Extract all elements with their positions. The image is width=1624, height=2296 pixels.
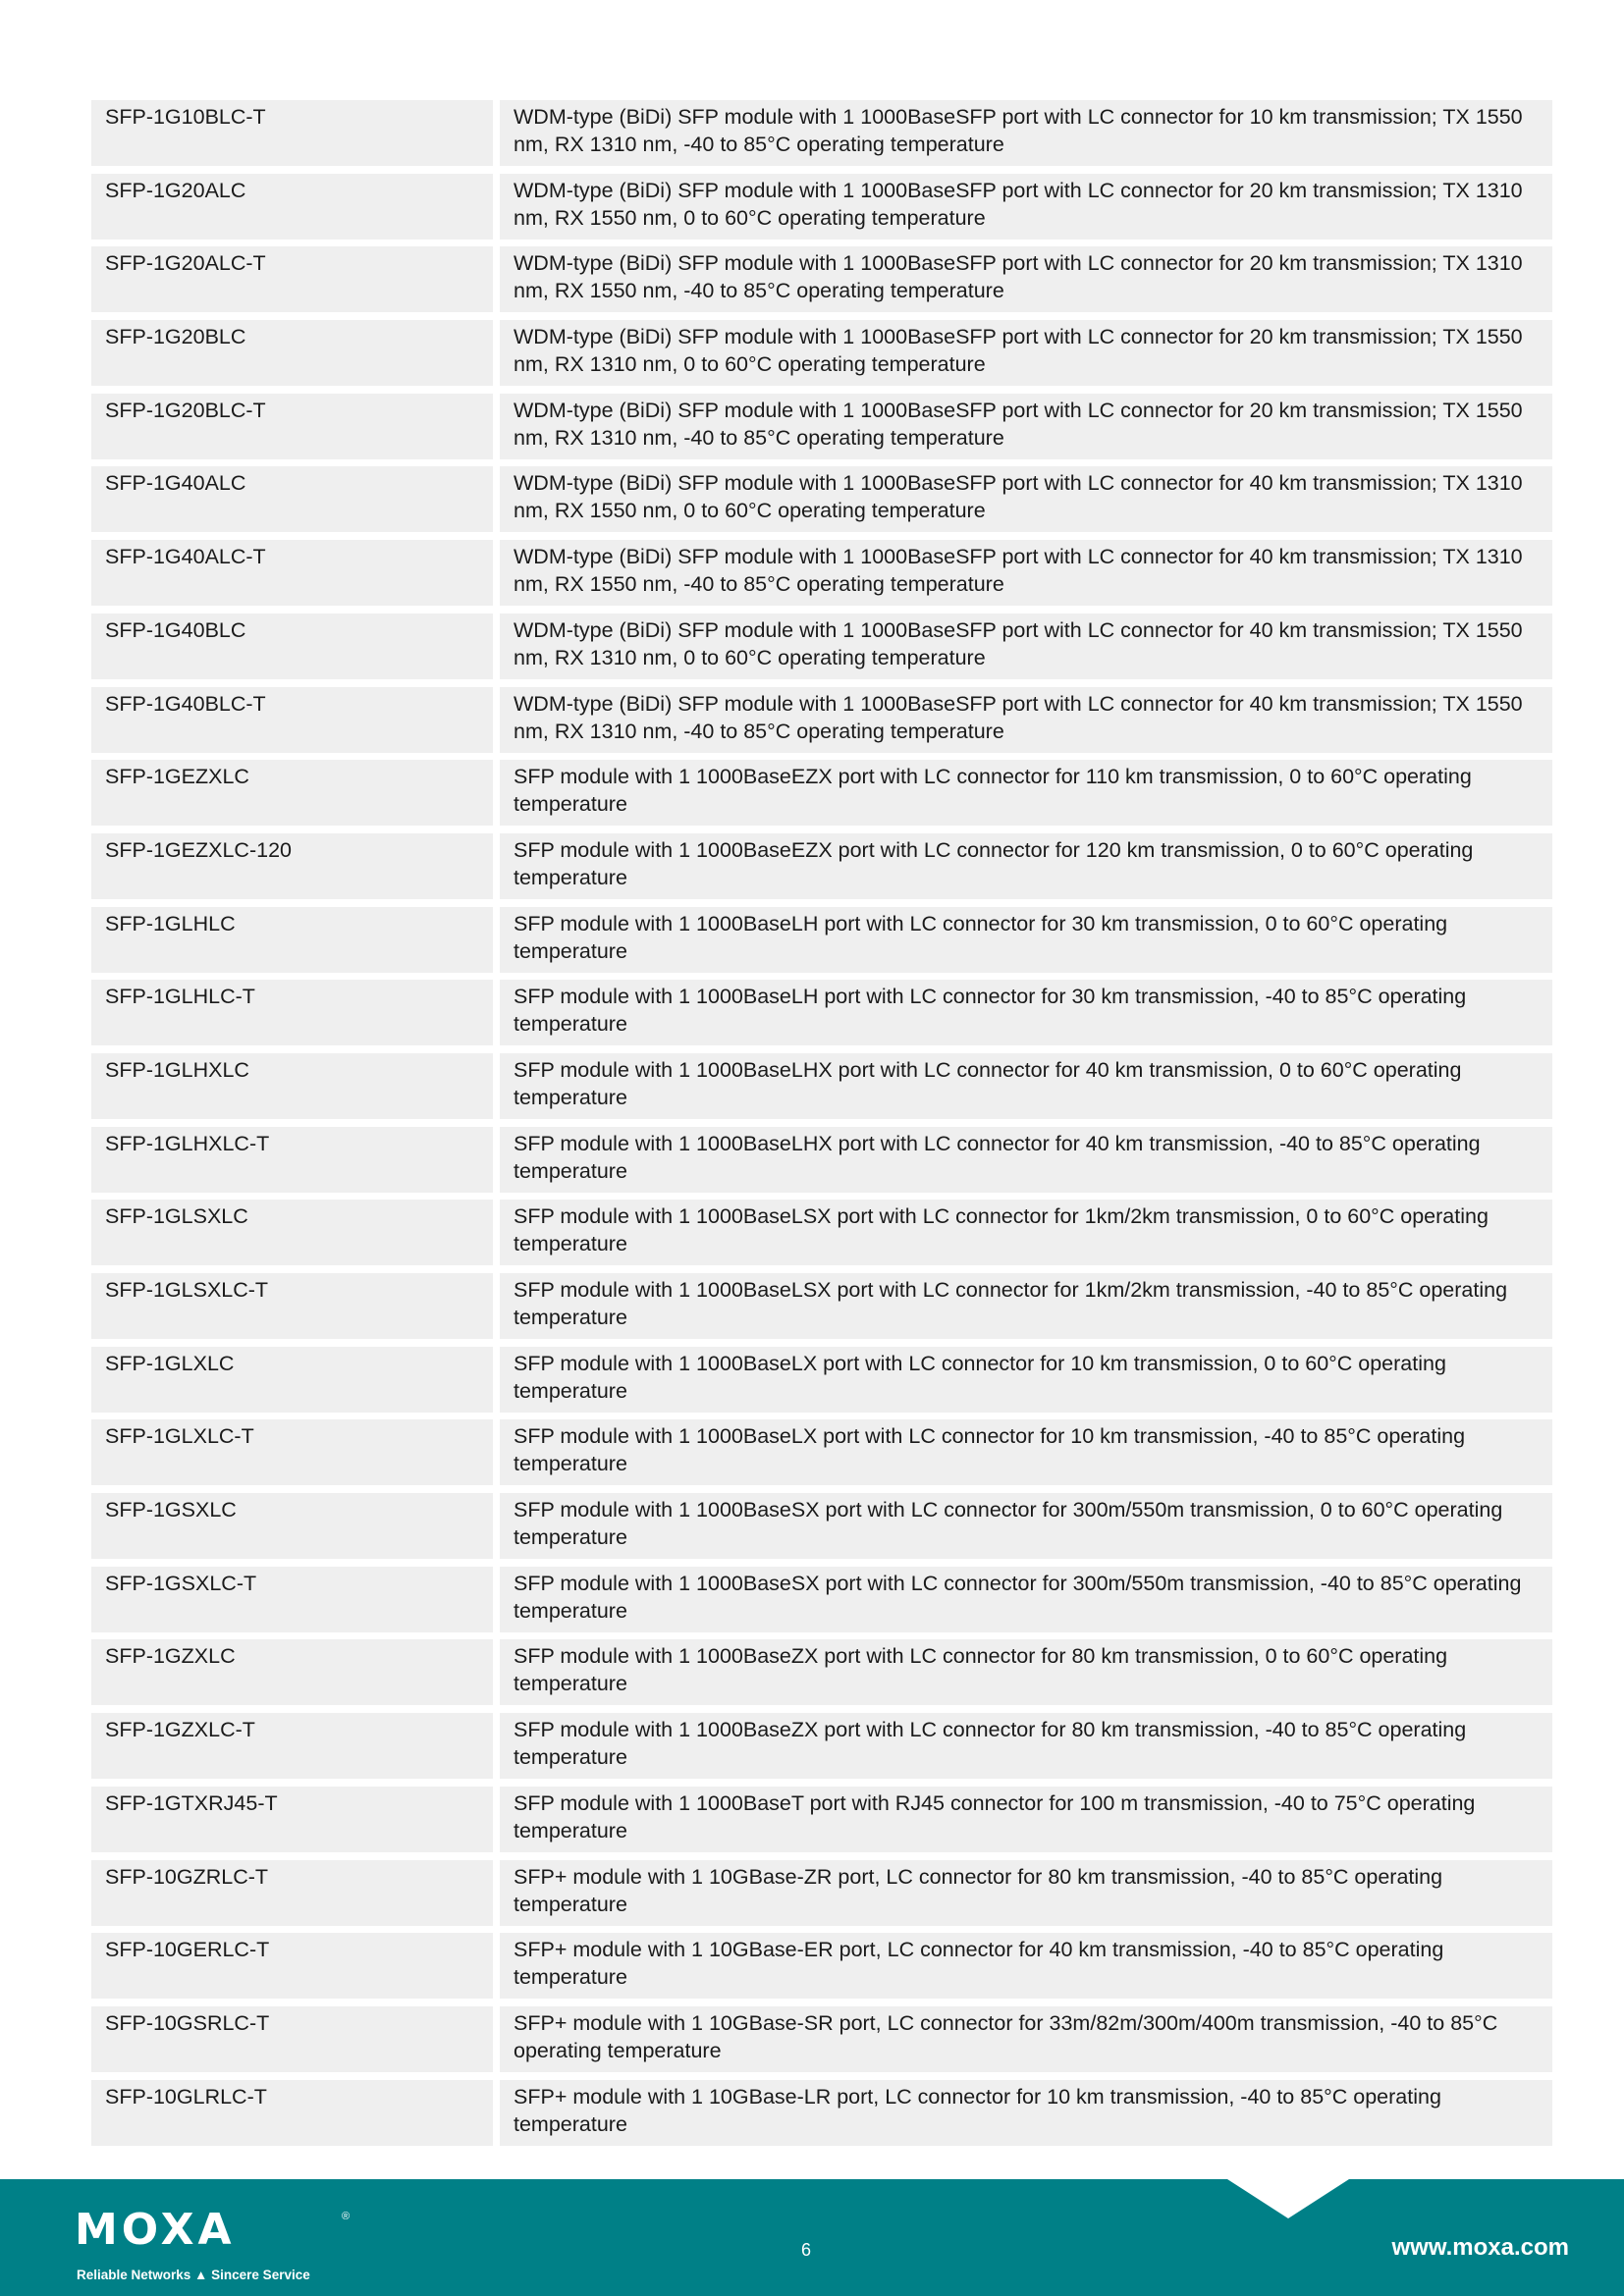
description-cell: WDM-type (BiDi) SFP module with 1 1000BaseSFP port with LC connector for 40 km transmission; TX 1550 nm, RX 1310 nm, -40 to 85°C operating temperature (500, 687, 1552, 753)
description-cell: SFP+ module with 1 10GBase-LR port, LC connector for 10 km transmission, -40 to 85°C operating temperature (500, 2080, 1552, 2146)
description-cell: SFP module with 1 1000BaseLHX port with LC connector for 40 km transmission, -40 to 85°C operating temperature (500, 1127, 1552, 1193)
description-cell: SFP module with 1 1000BaseLHX port with LC connector for 40 km transmission, 0 to 60°C operating temperature (500, 1053, 1552, 1119)
website-link[interactable]: www.moxa.com (1391, 2234, 1569, 2261)
model-name-cell: SFP-1GLXLC-T (91, 1419, 493, 1485)
table-row (91, 1493, 1552, 1559)
description-cell: SFP module with 1 1000BaseZX port with LC connector for 80 km transmission, -40 to 85°C operating temperature (500, 1713, 1552, 1779)
model-name-cell: SFP-1GEZXLC (91, 760, 493, 826)
table-row (91, 174, 1552, 240)
table-row (91, 980, 1552, 1045)
model-name-cell: SFP-1GZXLC-T (91, 1713, 493, 1779)
model-name-cell: SFP-1G40ALC-T (91, 540, 493, 606)
table-row (91, 246, 1552, 312)
description-cell: SFP+ module with 1 10GBase-SR port, LC connector for 33m/82m/300m/400m transmission, -40 to 85°C operating temperature (500, 2006, 1552, 2072)
table-row (91, 1787, 1552, 1852)
description-cell: WDM-type (BiDi) SFP module with 1 1000BaseSFP port with LC connector for 40 km transmission; TX 1310 nm, RX 1550 nm, 0 to 60°C operating temperature (500, 466, 1552, 532)
model-name-cell: SFP-10GSRLC-T (91, 2006, 493, 2072)
table-row (91, 1860, 1552, 1926)
table-row (91, 1713, 1552, 1779)
table-row (91, 687, 1552, 753)
model-name-cell: SFP-1GSXLC (91, 1493, 493, 1559)
table-row (91, 1127, 1552, 1193)
model-name-cell: SFP-1GLHLC (91, 907, 493, 973)
description-cell: SFP module with 1 1000BaseSX port with LC connector for 300m/550m transmission, -40 to 85°C operating temperature (500, 1567, 1552, 1632)
description-cell: SFP module with 1 1000BaseLSX port with LC connector for 1km/2km transmission, 0 to 60°C operating temperature (500, 1200, 1552, 1265)
moxa-logo (75, 2207, 369, 2285)
description-cell: SFP module with 1 1000BaseLH port with LC connector for 30 km transmission, 0 to 60°C operating temperature (500, 907, 1552, 973)
description-cell: SFP module with 1 1000BaseEZX port with LC connector for 120 km transmission, 0 to 60°C operating temperature (500, 833, 1552, 899)
table-row (91, 1053, 1552, 1119)
model-name-cell: SFP-1GLHXLC (91, 1053, 493, 1119)
description-cell: SFP+ module with 1 10GBase-ZR port, LC connector for 80 km transmission, -40 to 85°C operating temperature (500, 1860, 1552, 1926)
table-row (91, 320, 1552, 386)
model-name-cell: SFP-1G40BLC (91, 614, 493, 679)
model-name-cell: SFP-1G20ALC-T (91, 246, 493, 312)
table-row (91, 1419, 1552, 1485)
product-table (91, 100, 1552, 2146)
description-cell: SFP module with 1 1000BaseLX port with LC connector for 10 km transmission, 0 to 60°C operating temperature (500, 1347, 1552, 1413)
table-row (91, 2080, 1552, 2146)
logo-wordmark: MOXA (75, 2205, 236, 2255)
table-row (91, 540, 1552, 606)
description-cell: WDM-type (BiDi) SFP module with 1 1000BaseSFP port with LC connector for 40 km transmission; TX 1550 nm, RX 1310 nm, 0 to 60°C operating temperature (500, 614, 1552, 679)
model-name-cell: SFP-1GLHXLC-T (91, 1127, 493, 1193)
model-name-cell: SFP-1GLHLC-T (91, 980, 493, 1045)
description-cell: SFP module with 1 1000BaseEZX port with LC connector for 110 km transmission, 0 to 60°C operating temperature (500, 760, 1552, 826)
model-name-cell: SFP-1G20BLC (91, 320, 493, 386)
table-row (91, 1933, 1552, 1999)
description-cell: SFP module with 1 1000BaseZX port with LC connector for 80 km transmission, 0 to 60°C operating temperature (500, 1639, 1552, 1705)
model-name-cell: SFP-1GTXRJ45-T (91, 1787, 493, 1852)
footer-notch (1227, 2179, 1349, 2218)
logo-tagline: Reliable Networks ▲ Sincere Service (77, 2268, 310, 2282)
table-row (91, 1347, 1552, 1413)
model-name-cell: SFP-1G40BLC-T (91, 687, 493, 753)
description-cell: WDM-type (BiDi) SFP module with 1 1000BaseSFP port with LC connector for 20 km transmission; TX 1310 nm, RX 1550 nm, -40 to 85°C operating temperature (500, 246, 1552, 312)
model-name-cell: SFP-1G40ALC (91, 466, 493, 532)
table-row (91, 1200, 1552, 1265)
table-row (91, 1273, 1552, 1339)
table-row (91, 466, 1552, 532)
description-cell: SFP module with 1 1000BaseLSX port with LC connector for 1km/2km transmission, -40 to 85°C operating temperature (500, 1273, 1552, 1339)
model-name-cell: SFP-1G20BLC-T (91, 394, 493, 459)
table-row (91, 1567, 1552, 1632)
description-cell: WDM-type (BiDi) SFP module with 1 1000BaseSFP port with LC connector for 20 km transmission; TX 1550 nm, RX 1310 nm, 0 to 60°C operating temperature (500, 320, 1552, 386)
model-name-cell: SFP-1GZXLC (91, 1639, 493, 1705)
table-row (91, 614, 1552, 679)
page-footer (0, 2179, 1624, 2296)
description-cell: WDM-type (BiDi) SFP module with 1 1000BaseSFP port with LC connector for 20 km transmission; TX 1550 nm, RX 1310 nm, -40 to 85°C operating temperature (500, 394, 1552, 459)
table-row (91, 2006, 1552, 2072)
model-name-cell: SFP-10GERLC-T (91, 1933, 493, 1999)
description-cell: WDM-type (BiDi) SFP module with 1 1000BaseSFP port with LC connector for 20 km transmission; TX 1310 nm, RX 1550 nm, 0 to 60°C operating temperature (500, 174, 1552, 240)
table-row (91, 394, 1552, 459)
model-name-cell: SFP-1G10BLC-T (91, 100, 493, 166)
table-row (91, 1639, 1552, 1705)
model-name-cell: SFP-10GLRLC-T (91, 2080, 493, 2146)
table-row (91, 760, 1552, 826)
model-name-cell: SFP-1GLXLC (91, 1347, 493, 1413)
description-cell: WDM-type (BiDi) SFP module with 1 1000BaseSFP port with LC connector for 10 km transmission; TX 1550 nm, RX 1310 nm, -40 to 85°C operating temperature (500, 100, 1552, 166)
description-cell: SFP module with 1 1000BaseT port with RJ45 connector for 100 m transmission, -40 to 75°C operating temperature (500, 1787, 1552, 1852)
page-number: 6 (801, 2240, 812, 2260)
table-row (91, 100, 1552, 166)
model-name-cell: SFP-1GLSXLC (91, 1200, 493, 1265)
description-cell: SFP module with 1 1000BaseLH port with LC connector for 30 km transmission, -40 to 85°C operating temperature (500, 980, 1552, 1045)
model-name-cell: SFP-1GLSXLC-T (91, 1273, 493, 1339)
registered-mark: ® (342, 2211, 351, 2222)
model-name-cell: SFP-10GZRLC-T (91, 1860, 493, 1926)
model-name-cell: SFP-1GEZXLC-120 (91, 833, 493, 899)
model-name-cell: SFP-1GSXLC-T (91, 1567, 493, 1632)
table-row (91, 907, 1552, 973)
description-cell: SFP+ module with 1 10GBase-ER port, LC connector for 40 km transmission, -40 to 85°C operating temperature (500, 1933, 1552, 1999)
description-cell: SFP module with 1 1000BaseSX port with LC connector for 300m/550m transmission, 0 to 60°C operating temperature (500, 1493, 1552, 1559)
description-cell: SFP module with 1 1000BaseLX port with LC connector for 10 km transmission, -40 to 85°C operating temperature (500, 1419, 1552, 1485)
table-row (91, 833, 1552, 899)
description-cell: WDM-type (BiDi) SFP module with 1 1000BaseSFP port with LC connector for 40 km transmission; TX 1310 nm, RX 1550 nm, -40 to 85°C operating temperature (500, 540, 1552, 606)
model-name-cell: SFP-1G20ALC (91, 174, 493, 240)
